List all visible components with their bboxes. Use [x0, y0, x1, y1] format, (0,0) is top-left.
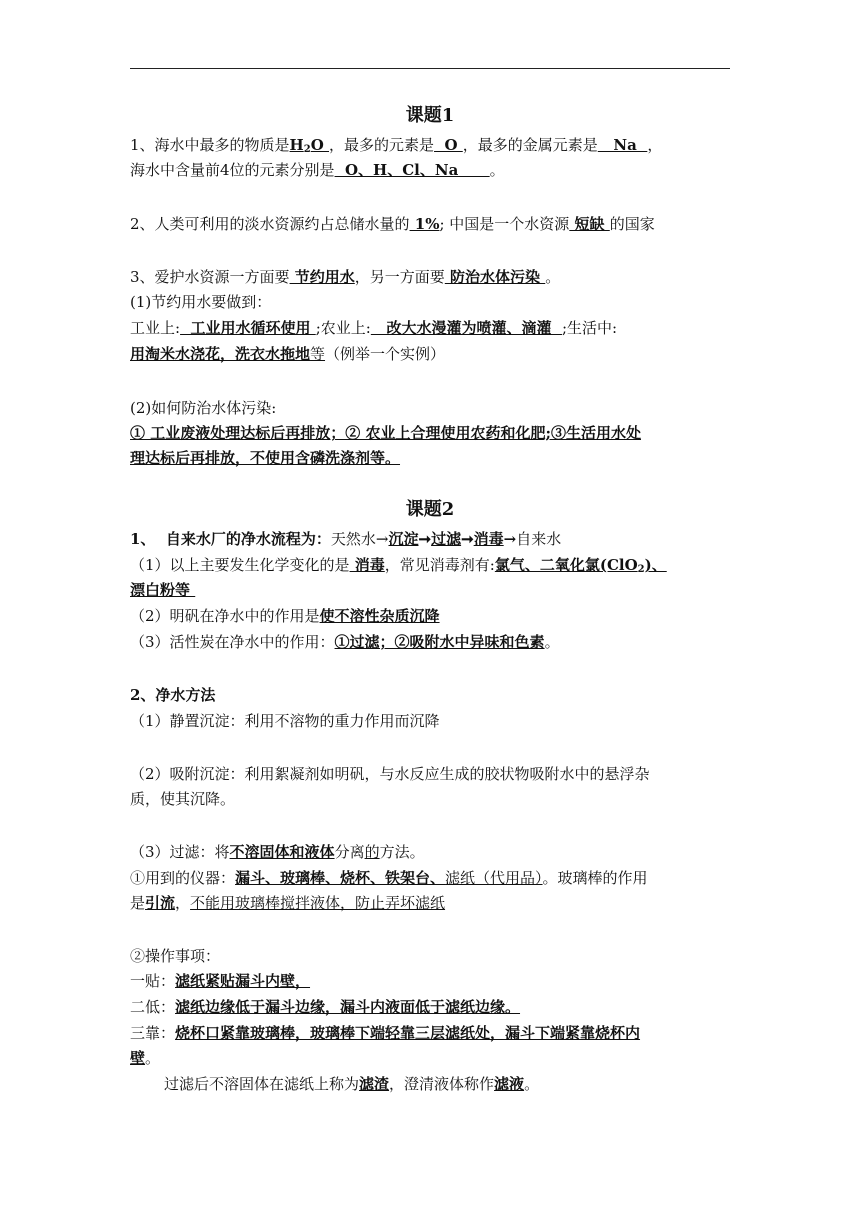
s2-text: ，	[175, 894, 191, 912]
answer-life: 用淘米水浇花，洗衣水拖地	[130, 345, 311, 363]
q3-text: 。	[545, 268, 561, 286]
s2-q1-part2	[130, 604, 730, 628]
answer-na: Na	[597, 136, 648, 154]
answer-instruments: 漏斗、玻璃棒、烧杯、铁架台、	[235, 869, 446, 887]
q1-line-2	[130, 158, 730, 182]
answer-filtration: 过滤	[431, 530, 462, 548]
s2-q1-line	[130, 527, 730, 551]
q2-text: 2、人类可利用的淡水资源约占总储水量的	[130, 215, 410, 233]
q1-text: 海水中含量前4位的元素分别是	[130, 161, 335, 179]
s2-q1-text: 天然水→	[330, 530, 389, 548]
q2-line	[130, 212, 730, 236]
s2-text: ①用到的仪器：	[130, 869, 236, 887]
q3-line-6	[130, 421, 730, 445]
answer-1-percent: 1%	[409, 215, 440, 233]
s2-text: 。	[544, 633, 560, 651]
s2-text: 一贴：	[130, 972, 176, 990]
method-2-cont: 质，使其沉降。	[130, 790, 236, 808]
q2-text: ; 中国是一个水资源	[439, 215, 570, 233]
answer-two-low: 滤纸边缘低于漏斗边缘，漏斗内液面低于滤纸边缘。	[175, 998, 521, 1016]
q3-part1-heading: (1)节约用水要做到：	[130, 293, 272, 311]
answer-pollution-prevention: ① 工业废液处理达标后再排放；② 农业上合理使用农药和化肥;③生活用水处	[130, 424, 641, 442]
q3-part2-heading: (2)如何防治水体污染:	[130, 399, 277, 417]
s2-text: 分离	[334, 843, 365, 861]
answer-sedimentation: 沉淀	[388, 530, 419, 548]
q3-text: ，另一方面要	[354, 268, 445, 286]
answer-filtrate: 滤液	[494, 1075, 525, 1093]
q3-text: ;生活中:	[561, 319, 618, 337]
s2-q1-text: 1、 自来水厂的净水流程为：	[130, 530, 331, 548]
method-2: （2）吸附沉淀：利用絮凝剂如明矾，与水反应生成的胶状物吸附水中的悬浮杂	[130, 765, 650, 783]
answer-bleach: 漂白粉等	[130, 581, 196, 599]
s2-text: （3）过滤：将	[130, 843, 230, 861]
s2-text: 方法。	[379, 843, 425, 861]
q3-line-3	[130, 316, 730, 340]
answer-shortage: 短缺	[569, 215, 610, 233]
q1-text: ，	[647, 136, 663, 154]
answer-life-suffix: 等	[310, 345, 326, 363]
answer-filter-paper: 滤纸（代用品）	[445, 869, 543, 887]
operation-3	[130, 1021, 730, 1045]
s2-q1-part3	[130, 630, 730, 654]
s2-text: 的	[364, 843, 380, 861]
answer-chemical-change: 消毒	[349, 556, 385, 574]
answer-activated-carbon: ①过滤；②吸附水中异味和色素	[334, 633, 545, 651]
answer-alum: 使不溶性杂质沉降	[319, 607, 440, 625]
q3-line-1	[130, 265, 730, 289]
s2-text: （3）活性炭在净水中的作用：	[130, 633, 335, 651]
answer-drainage: 引流	[145, 894, 176, 912]
method-3	[130, 840, 730, 864]
answer-save-water: 节约用水	[289, 268, 355, 286]
q1-text: ，最多的元素是	[329, 136, 435, 154]
q3-text: 工业上:	[130, 319, 181, 337]
s2-text: （2）明矾在净水中的作用是	[130, 607, 320, 625]
q1-text: ，最多的金属元素是	[462, 136, 598, 154]
answer-three-lean-cont: 壁	[130, 1049, 146, 1067]
q3-line-4	[130, 342, 730, 366]
answer-pollution-prevention-cont: 理达标后再排放，不使用含磷洗涤剂等。	[130, 449, 401, 467]
answer-disinfectants: 氯气、二氧化氯(ClO$_2$)、	[494, 556, 667, 575]
answer-residue: 滤渣	[359, 1075, 390, 1093]
operation-3-cont	[130, 1046, 730, 1070]
s2-text: ，澄清液体称作	[389, 1075, 495, 1093]
s2-text: 二低：	[130, 998, 176, 1016]
answer-h2o: $H_2O$	[289, 136, 329, 155]
q3-text: ;农业上:	[315, 319, 371, 337]
s2-q1-part1-cont	[130, 578, 730, 602]
header-rule	[130, 68, 730, 69]
s2-text: 。	[524, 1075, 540, 1093]
answer-one-stick: 滤纸紧贴漏斗内壁，	[175, 972, 311, 990]
q1-text: 1、海水中最多的物质是	[130, 136, 290, 154]
answer-disinfection: 消毒	[473, 530, 504, 548]
q3-text: 3、爱护水资源一方面要	[130, 268, 290, 286]
s2-text: 。玻璃棒的作用	[542, 869, 648, 887]
answer-agriculture: 改大水漫灌为喷灌、滴灌	[370, 319, 562, 337]
answer-top4-elements: O、H、Cl、Na	[334, 161, 490, 179]
s2-text: 。	[145, 1049, 161, 1067]
s2-text: 三靠：	[130, 1024, 176, 1042]
answer-solid-liquid: 不溶固体和液体	[229, 843, 335, 861]
s2-text: 是	[130, 894, 146, 912]
answer-rod-warning: 不能用玻璃棒搅拌液体，防止弄坏滤纸	[190, 894, 446, 912]
arrow-icon: ➞	[461, 530, 474, 548]
arrow-icon: →	[503, 530, 517, 548]
answer-prevent-pollution: 防治水体污染	[444, 268, 546, 286]
answer-o: O	[434, 136, 463, 154]
s2-q1-text: 自来水	[516, 530, 562, 548]
q2-text: 的国家	[609, 215, 655, 233]
instruments-line	[130, 866, 730, 890]
s2-text: （1）以上主要发生化学变化的是	[130, 556, 350, 574]
arrow-icon: ➞	[418, 530, 432, 548]
operation-1	[130, 969, 730, 993]
glass-rod-line	[130, 891, 730, 915]
s2-text: ，常见消毒剂有:	[384, 556, 495, 574]
answer-industry: 工业用水循环使用	[180, 319, 316, 337]
q3-line-7	[130, 446, 730, 470]
operations-heading: ②操作事项：	[130, 947, 221, 965]
s2-text: 过滤后不溶固体在滤纸上称为	[164, 1075, 360, 1093]
q3-note: （例举一个实例）	[325, 345, 446, 363]
answer-three-lean: 烧杯口紧靠玻璃棒，玻璃棒下端轻靠三层滤纸处，漏斗下端紧靠烧杯内	[175, 1024, 641, 1042]
q1-text: 。	[489, 161, 505, 179]
s2-q2-heading: 2、净水方法	[130, 686, 216, 704]
method-1: （1）静置沉淀：利用不溶物的重力作用而沉降	[130, 712, 440, 730]
result-line	[130, 1072, 764, 1096]
operation-2	[130, 995, 730, 1019]
section-title-2: 课题2	[405, 499, 455, 520]
section-title-1: 课题1	[405, 105, 455, 126]
